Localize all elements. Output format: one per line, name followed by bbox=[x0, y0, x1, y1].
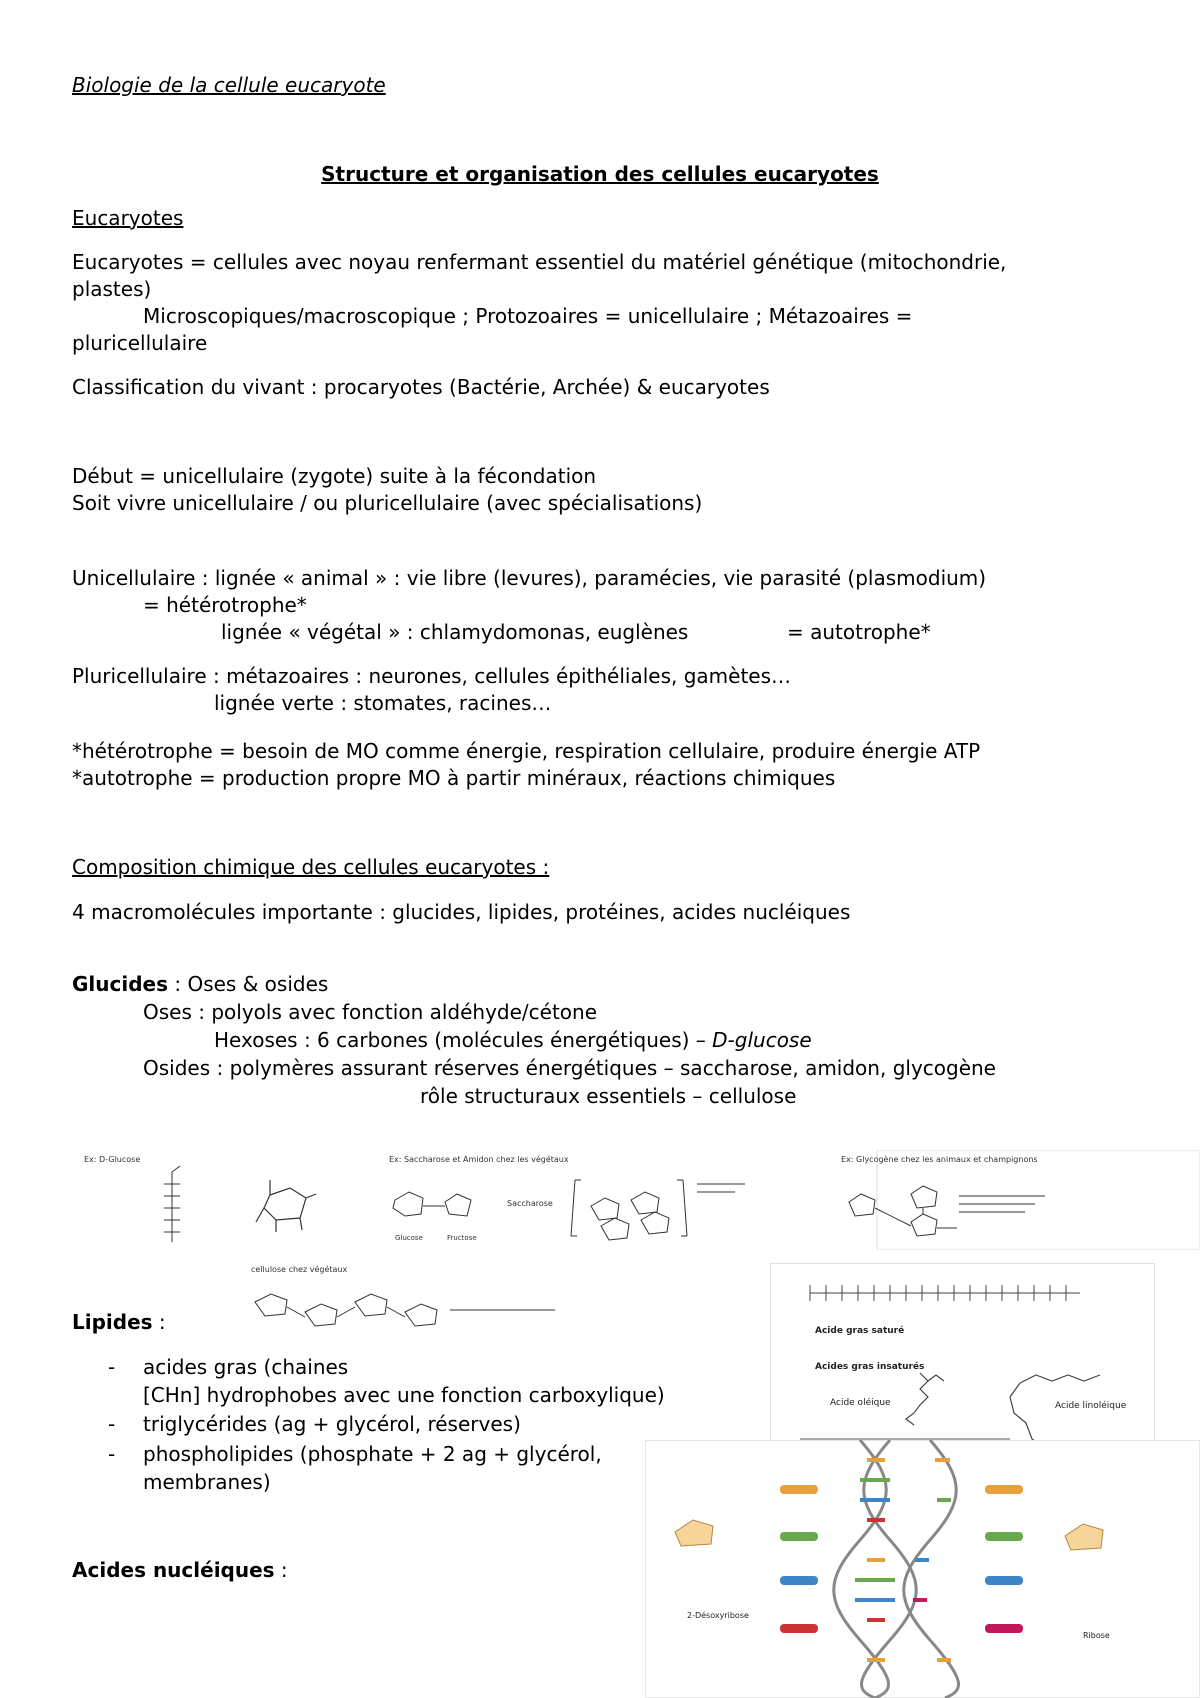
oses-line: Oses : polyols avec fonction aldéhyde/cétone bbox=[143, 1000, 598, 1024]
desoxyribose-label: 2-Désoxyribose bbox=[687, 1611, 749, 1620]
glycogene-caption: Ex: Glycogène chez les animaux et champignons bbox=[841, 1155, 1038, 1164]
glucides-line bbox=[72, 971, 328, 998]
composition-heading: Composition chimique des cellules eucaryotes : bbox=[72, 855, 550, 879]
paragraph-heterotrophe: = hétérotrophe* bbox=[143, 593, 307, 617]
paragraph-classification: Classification du vivant : procaryotes (Bactérie, Archée) & eucaryotes bbox=[72, 375, 770, 399]
haworth-ring bbox=[256, 1180, 316, 1232]
paragraph-microscopiques: Microscopiques/macroscopique ; Protozoaires = unicellulaire ; Métazoaires = bbox=[143, 304, 913, 328]
guanine-tag bbox=[780, 1532, 818, 1541]
adenine-tag bbox=[780, 1576, 818, 1585]
bullet-triglycerides: triglycérides (ag + glycérol, réserves) bbox=[143, 1412, 521, 1436]
paragraph-lignee-verte: lignée verte : stomates, racines… bbox=[214, 691, 552, 715]
hexoses-italic: D-glucose bbox=[712, 1028, 812, 1052]
hexoses-line bbox=[214, 1027, 812, 1054]
nucleic-acid-figure bbox=[645, 1440, 1200, 1698]
glucides-label: Glucides bbox=[72, 972, 169, 996]
uracile-tag bbox=[985, 1624, 1023, 1633]
cytosine-tag bbox=[780, 1485, 818, 1494]
glucose-figure bbox=[80, 1150, 380, 1250]
paragraph-debut: Début = unicellulaire (zygote) suite à la fécondation bbox=[72, 464, 597, 488]
glucose-caption: Ex: D-Glucose bbox=[84, 1155, 141, 1164]
lipides-label: Lipides bbox=[72, 1310, 153, 1334]
osides-line: Osides : polymères assurant réserves énergétiques – saccharose, amidon, glycogène bbox=[143, 1056, 996, 1080]
acide-gras-sature-label: Acide gras saturé bbox=[815, 1326, 905, 1336]
saccharose-amidon-figure bbox=[385, 1150, 785, 1250]
footnote-heterotrophe: *hétérotrophe = besoin de MO comme énergie, respiration cellulaire, produire énergie ATP bbox=[72, 739, 981, 763]
paragraph-macromolecules: 4 macromolécules importante : glucides, lipides, protéines, acides nucléiques bbox=[72, 900, 851, 924]
ribose-label: Ribose bbox=[1083, 1631, 1110, 1640]
paragraph-eucaryotes-def-cont: plastes) bbox=[72, 277, 152, 301]
cellulose-chain bbox=[255, 1294, 555, 1326]
osides-line-2: rôle structuraux essentiels – cellulose bbox=[420, 1084, 797, 1108]
acide-linoleique-label: Acide linoléique bbox=[1055, 1401, 1127, 1411]
bullet-dash: - bbox=[108, 1412, 116, 1436]
glycogene-figure bbox=[835, 1150, 1200, 1250]
eucaryotes-heading: Eucaryotes bbox=[72, 206, 184, 230]
saccharose-label: Saccharose bbox=[507, 1199, 553, 1208]
glycogene-molecule bbox=[849, 1186, 1045, 1236]
footnote-autotrophe: *autotrophe = production propre MO à partir minéraux, réactions chimiques bbox=[72, 766, 836, 790]
paragraph-autotrophe: = autotrophe* bbox=[787, 620, 931, 644]
fischer-projection bbox=[164, 1166, 180, 1242]
saccharose-caption: Ex: Saccharose et Amidon chez les végétaux bbox=[389, 1155, 569, 1164]
paragraph-pluricellulaire: Pluricellulaire : métazoaires : neurones, cellules épithéliales, gamètes… bbox=[72, 664, 792, 688]
cellulose-caption: cellulose chez végétaux bbox=[251, 1265, 348, 1274]
cellulose-figure bbox=[245, 1262, 575, 1342]
adenine-tag bbox=[985, 1576, 1023, 1585]
bullet-phospholipides: phospholipides (phosphate + 2 ag + glycérol, bbox=[143, 1442, 602, 1466]
bullet-phospholipides-cont: membranes) bbox=[143, 1470, 271, 1494]
guanine-tag bbox=[985, 1532, 1023, 1541]
lipides-rest: : bbox=[152, 1310, 166, 1334]
bullet-dash: - bbox=[108, 1355, 116, 1379]
paragraph-lignee-vegetal: lignée « végétal » : chlamydomonas, euglènes bbox=[221, 620, 689, 644]
glucose-label: Glucose bbox=[395, 1234, 423, 1242]
acides-nucleiques-line bbox=[72, 1557, 288, 1584]
bullet-acides-gras-cont: [CHn] hydrophobes avec une fonction carboxylique) bbox=[143, 1383, 665, 1407]
acide-oleique-label: Acide oléique bbox=[830, 1398, 891, 1408]
thymine-tag bbox=[780, 1624, 818, 1633]
paragraph-microscopiques-cont: pluricellulaire bbox=[72, 331, 208, 355]
glucides-rest: : Oses & osides bbox=[168, 972, 329, 996]
acides-nucleiques-label: Acides nucléiques bbox=[72, 1558, 275, 1582]
hexoses-text: Hexoses : 6 carbones (molécules énergétiques) – bbox=[214, 1028, 713, 1052]
saccharose-molecule bbox=[393, 1192, 471, 1216]
acides-gras-insatures-label: Acides gras insaturés bbox=[815, 1362, 925, 1372]
cytosine-tag bbox=[985, 1485, 1023, 1494]
section-title: Structure et organisation des cellules eucaryotes bbox=[321, 162, 879, 186]
acides-nucleiques-rest: : bbox=[274, 1558, 288, 1582]
amidon-chain bbox=[571, 1180, 745, 1240]
bullet-acides-gras: acides gras (chaines bbox=[143, 1355, 349, 1379]
document-title: Biologie de la cellule eucaryote bbox=[72, 73, 386, 97]
lipides-line bbox=[72, 1309, 166, 1336]
bullet-dash: - bbox=[108, 1442, 116, 1466]
paragraph-unicellulaire: Unicellulaire : lignée « animal » : vie libre (levures), paramécies, vie parasité (plasmodium) bbox=[72, 566, 987, 590]
fructose-label: Fructose bbox=[447, 1234, 477, 1242]
paragraph-eucaryotes-def: Eucaryotes = cellules avec noyau renfermant essentiel du matériel génétique (mitochondrie, bbox=[72, 250, 1007, 274]
paragraph-soit-vivre: Soit vivre unicellulaire / ou pluricellulaire (avec spécialisations) bbox=[72, 491, 703, 515]
